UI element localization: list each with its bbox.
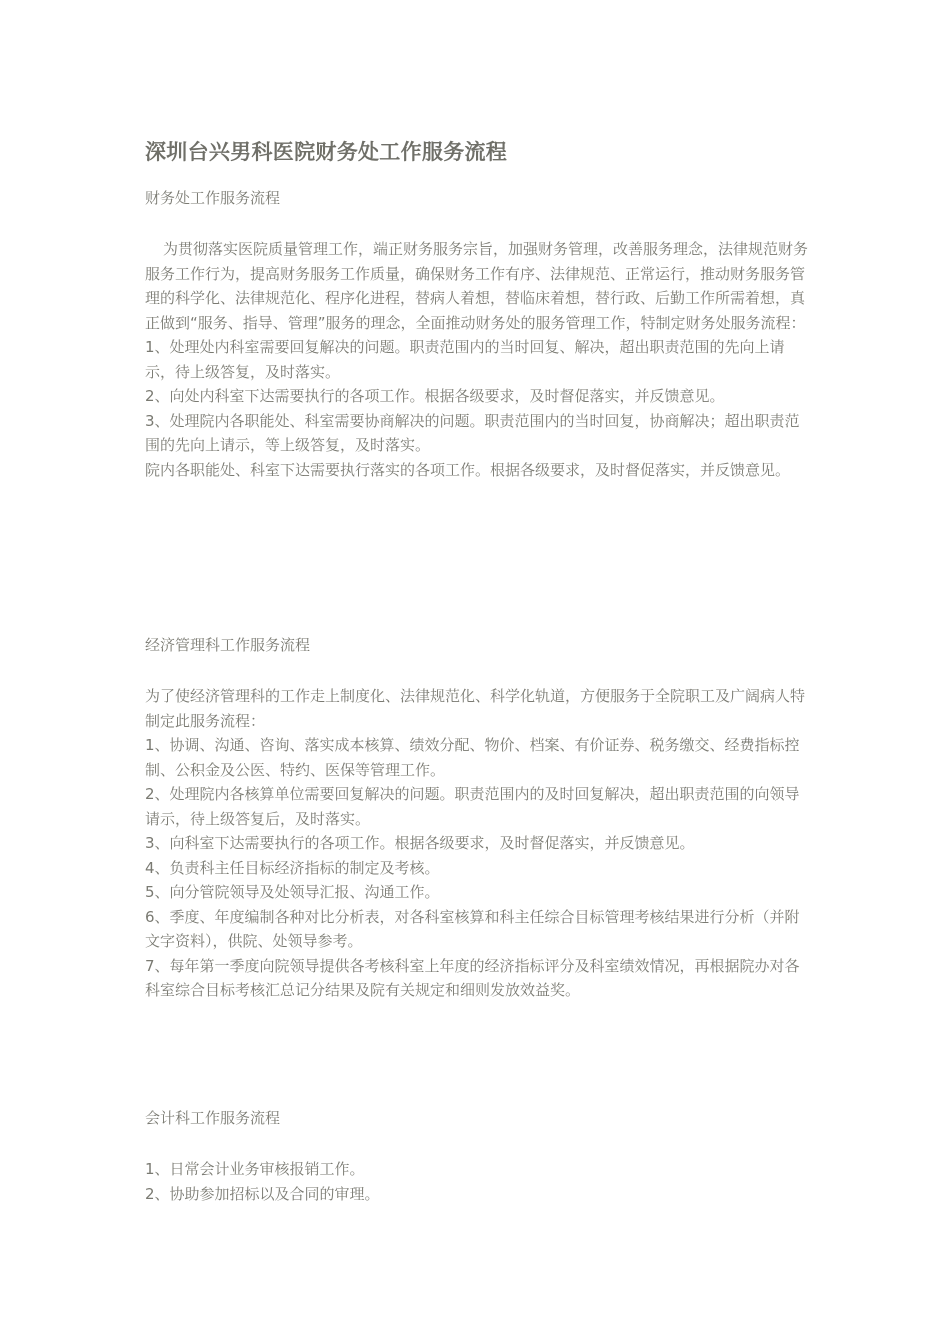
- paragraph: 2、协助参加招标以及合同的审理。: [145, 1184, 380, 1203]
- paragraph: 1、协调、沟通、咨询、落实成本核算、绩效分配、物价、档案、有价证券、税务缴交、经费指标控制、公积金及公医、特约、医保等管理工作。: [145, 736, 800, 779]
- section-accounting: [145, 1106, 810, 1206]
- section-heading: 会计科工作服务流程: [145, 1109, 281, 1127]
- page-title: 深圳台兴男科医院财务处工作服务流程: [145, 139, 508, 164]
- paragraph: 2、向处内科室下达需要执行的各项工作。根据各级要求，及时督促落实，并反馈意见。: [145, 387, 725, 405]
- section-heading: 财务处工作服务流程: [145, 189, 281, 207]
- paragraph: 2、处理院内各核算单位需要回复解决的问题。职责范围内的及时回复解决，超出职责范围的向领导请示，待上级答复后，及时落实。: [145, 785, 800, 828]
- paragraph: 4、负责科主任目标经济指标的制定及考核。: [145, 858, 440, 877]
- paragraph: 7、每年第一季度向院领导提供各考核科室上年度的经济指标评分及科室绩效情况，再根据院办对各科室综合目标考核汇总记分结果及院有关规定和细则发放效益奖。: [145, 956, 800, 999]
- paragraph: 6、季度、年度编制各种对比分析表，对各科室核算和科主任综合目标管理考核结果进行分析（并附文字资料），供院、处领导参考。: [145, 907, 800, 950]
- paragraph: 1、处理处内科室需要回复解决的问题。职责范围内的当时回复、解决，超出职责范围的先向上请示，待上级答复，及时落实。: [145, 338, 785, 381]
- paragraph: 3、向科室下达需要执行的各项工作。根据各级要求，及时督促落实，并反馈意见。: [145, 834, 695, 852]
- paragraph: 为贯彻落实医院质量管理工作，端正财务服务宗旨，加强财务管理，改善服务理念，法律规范财务服务工作行为，提高财务服务工作质量，确保财务工作有序、法律规范、正常运行，推动财务服务管理的科学化、法律规范化、程序化进程，替病人着想，替临床着想，替行政、后勤工作所需着想，真正做到“服务、指导、管理”服务的理念，全面推动财务处的服务管理工作，特制定财务处服务流程：: [145, 240, 809, 332]
- section-finance-office: [145, 186, 810, 482]
- section-economic-management: [145, 633, 810, 1003]
- paragraph: 院内各职能处、科室下达需要执行落实的各项工作。根据各级要求，及时督促落实，并反馈意见。: [145, 460, 791, 479]
- paragraph: 为了使经济管理科的工作走上制度化、法律规范化、科学化轨道，方便服务于全院职工及广阔病人特制定此服务流程：: [145, 687, 806, 730]
- paragraph: 5、向分管院领导及处领导汇报、沟通工作。: [145, 883, 440, 901]
- paragraph: 1、日常会计业务审核报销工作。: [145, 1160, 365, 1178]
- paragraph: 3、处理院内各职能处、科室需要协商解决的问题。职责范围内的当时回复，协商解决；超出职责范围的先向上请示，等上级答复，及时落实。: [145, 411, 800, 454]
- section-heading: 经济管理科工作服务流程: [145, 636, 311, 654]
